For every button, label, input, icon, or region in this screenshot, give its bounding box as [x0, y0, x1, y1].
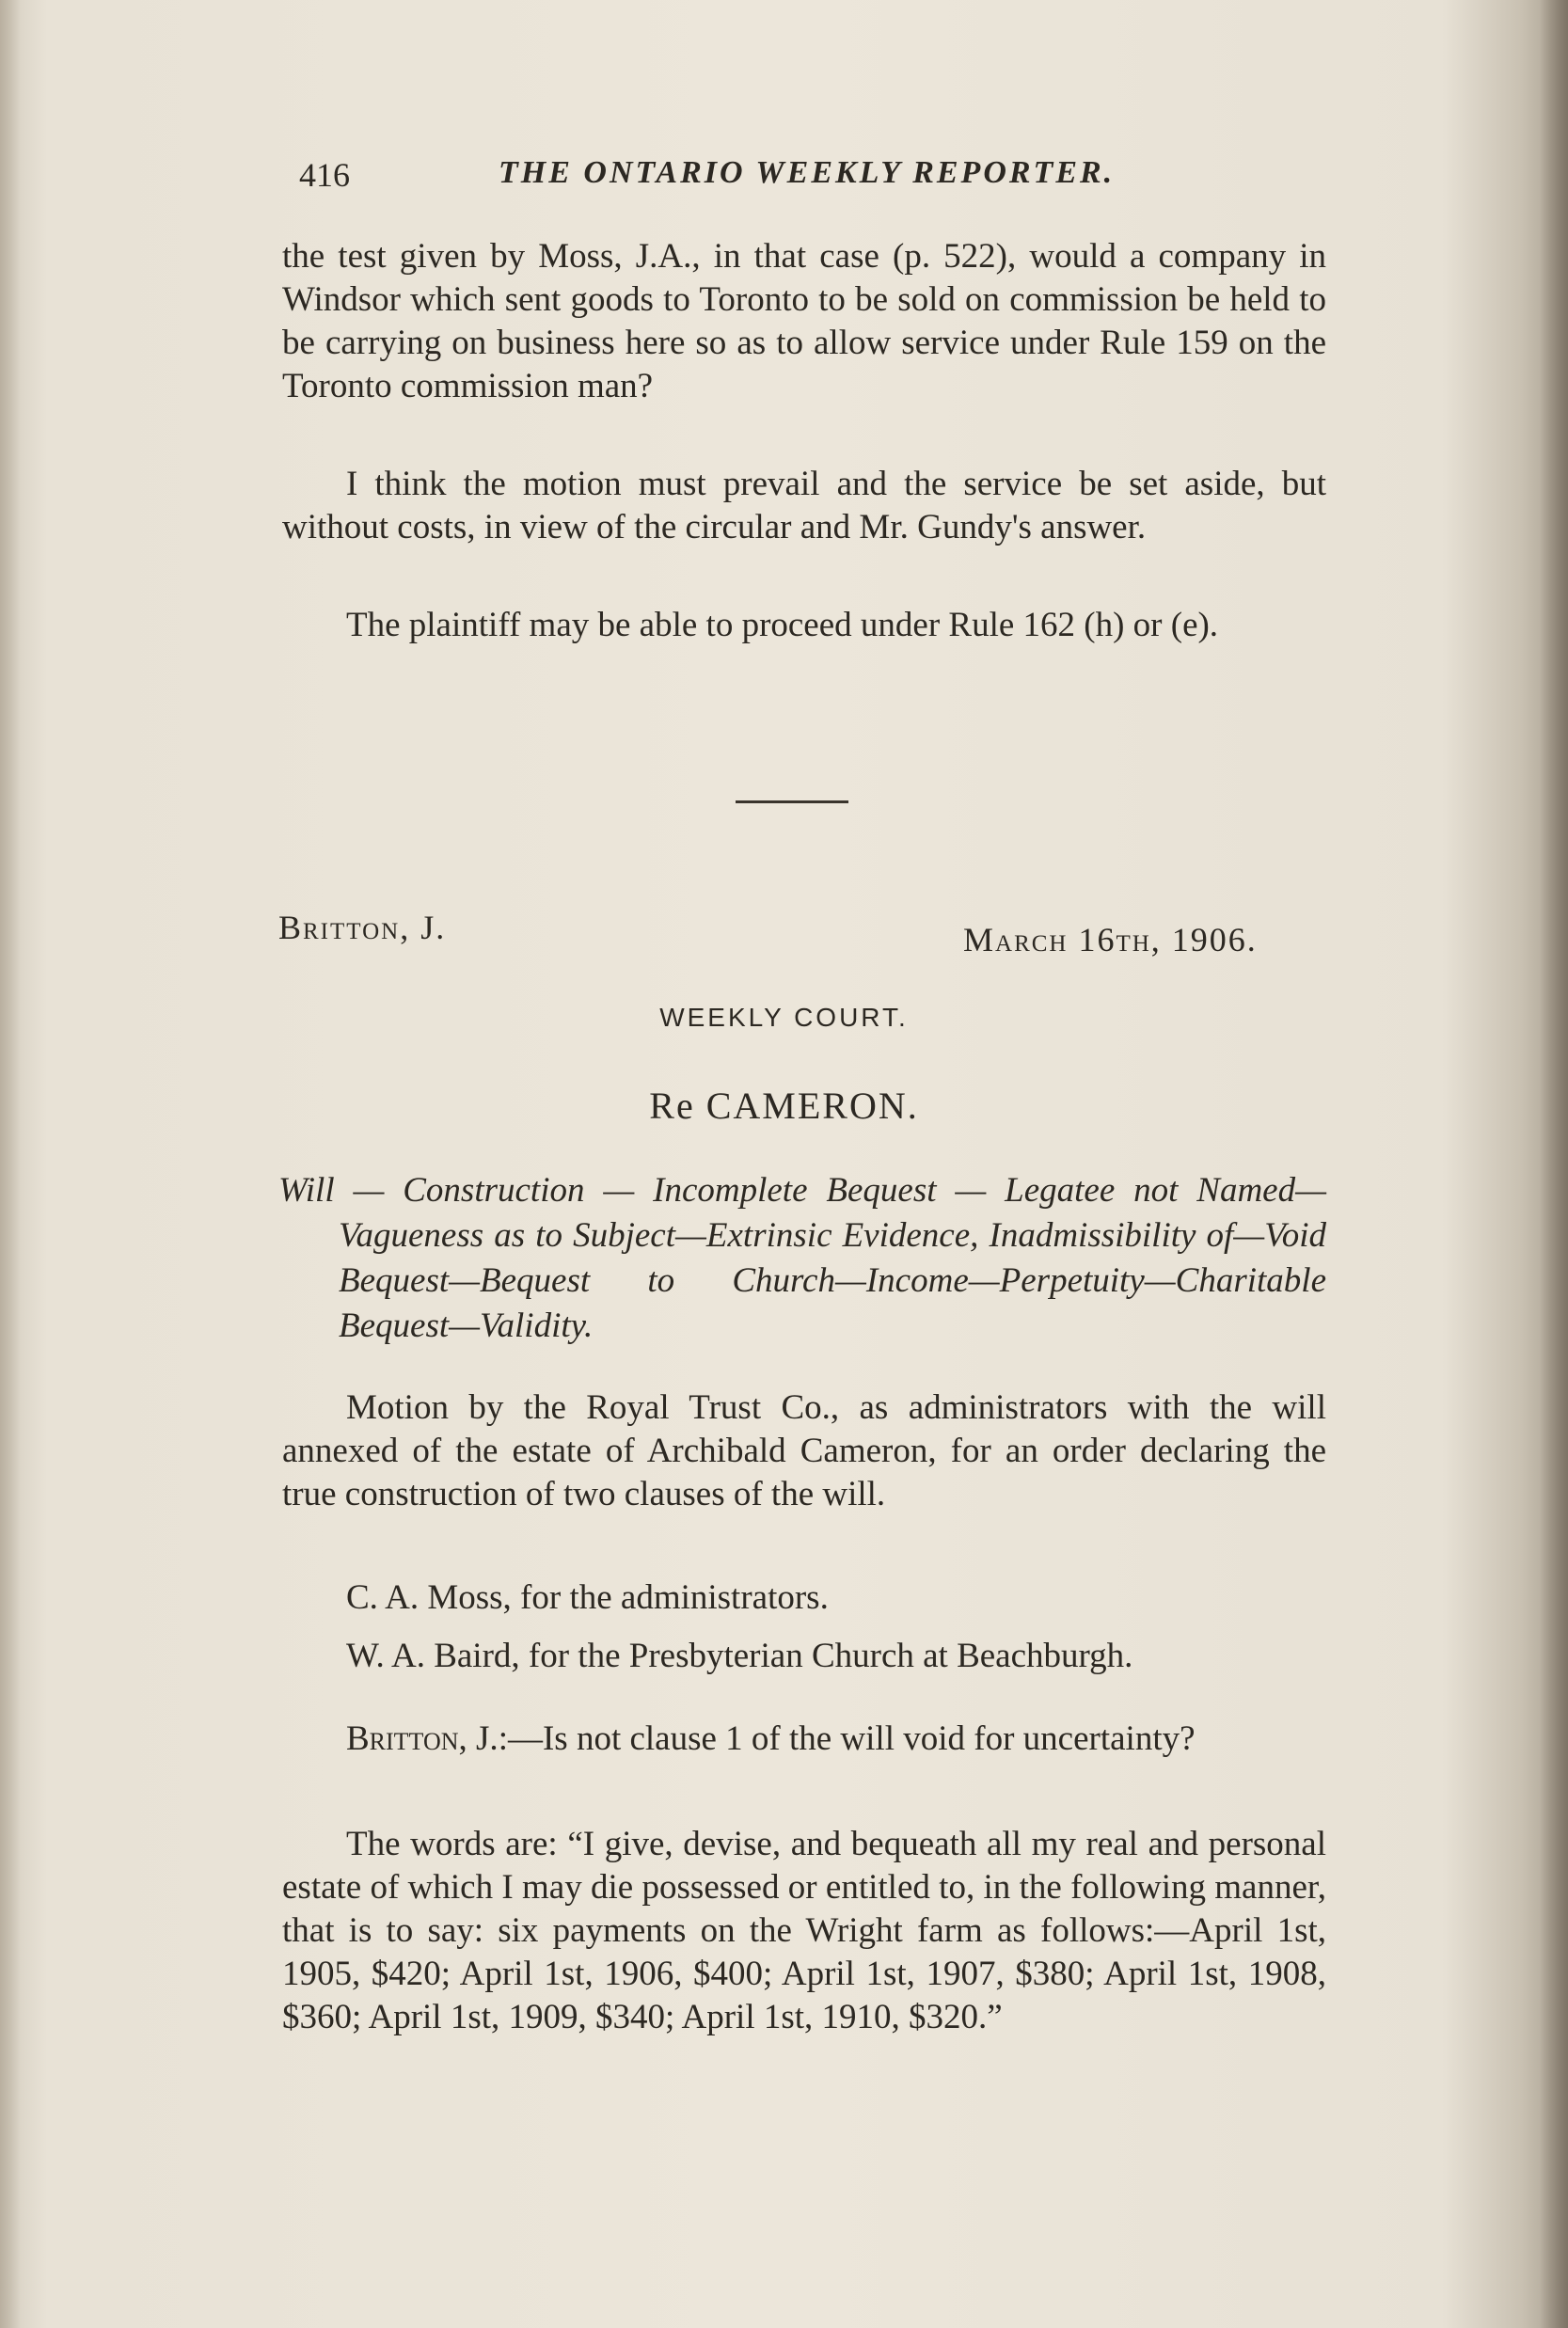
- previous-case-text: [282, 604, 1326, 647]
- paragraph: [282, 1718, 1326, 1761]
- page-shadow-left: [0, 0, 21, 2328]
- page-shadow-right: [1540, 0, 1568, 2328]
- counsel-church: W. A. Baird, for the Presbyterian Church at Beachburgh.: [346, 1637, 1133, 1675]
- paragraph: Motion by the Royal Trust Co., as administrators with the will annexed of the estate of Archibald Cameron, for an order declaring the true construction of two clauses of the will.: [282, 1388, 1326, 1513]
- judgment-text: :—Is not clause 1 of the will void for uncertainty?: [498, 1719, 1196, 1758]
- counsel-line: [282, 1635, 1326, 1678]
- journal-title: THE ONTARIO WEEKLY REPORTER.: [499, 155, 1116, 190]
- headnote: Will — Construction — Incomplete Bequest — Legatee not Named—Vagueness as to Subject—Extrinsic Evidence, Inadmissibility of—Void Bequest—Bequest to Church—Income—Perpetuity—Charitable Bequest—Validity.: [278, 1171, 1326, 1345]
- judge-name: Britton, J.: [278, 909, 447, 946]
- judgment-judge: Britton, J.: [346, 1719, 499, 1758]
- previous-case-text: [282, 235, 1326, 408]
- court-name: WEEKLY COURT.: [659, 1003, 909, 1032]
- paragraph: the test given by Moss, J.A., in that case (p. 522), would a company in Windsor which sent goods to Toronto to be sold on commission be held to be carrying on business here so as to allow service under Rule 159 on the Toronto commission man?: [282, 237, 1326, 405]
- paragraph: I think the motion must prevail and the service be set aside, but without costs, in view of the circular and Mr. Gundy's answer.: [282, 465, 1326, 546]
- case-date: March 16th, 1906.: [963, 921, 1258, 958]
- case-title: Re CAMERON.: [649, 1085, 919, 1127]
- running-head: [299, 155, 1334, 202]
- will-quote: [282, 1823, 1326, 2039]
- section-divider: [736, 800, 848, 803]
- paragraph: The words are: “I give, devise, and bequeath all my real and personal estate of which I may die possessed or entitled to, in the following manner, that is to say: six payments on the Wright farm as follows:—April 1st, 1905, $420; April 1st, 1906, $400; April 1st, 1907, $380; April 1st, 1908, $360; April 1st, 1909, $340; April 1st, 1910, $320.”: [282, 1825, 1326, 2036]
- counsel-administrators: C. A. Moss, for the administrators.: [346, 1578, 829, 1617]
- judgment-opening: [282, 1718, 1326, 1761]
- page-number: 416: [299, 156, 350, 194]
- paragraph: The plaintiff may be able to proceed under Rule 162 (h) or (e).: [346, 606, 1219, 644]
- previous-case-text: [282, 463, 1326, 549]
- counsel-line: [282, 1576, 1326, 1620]
- motion-text: [282, 1386, 1326, 1516]
